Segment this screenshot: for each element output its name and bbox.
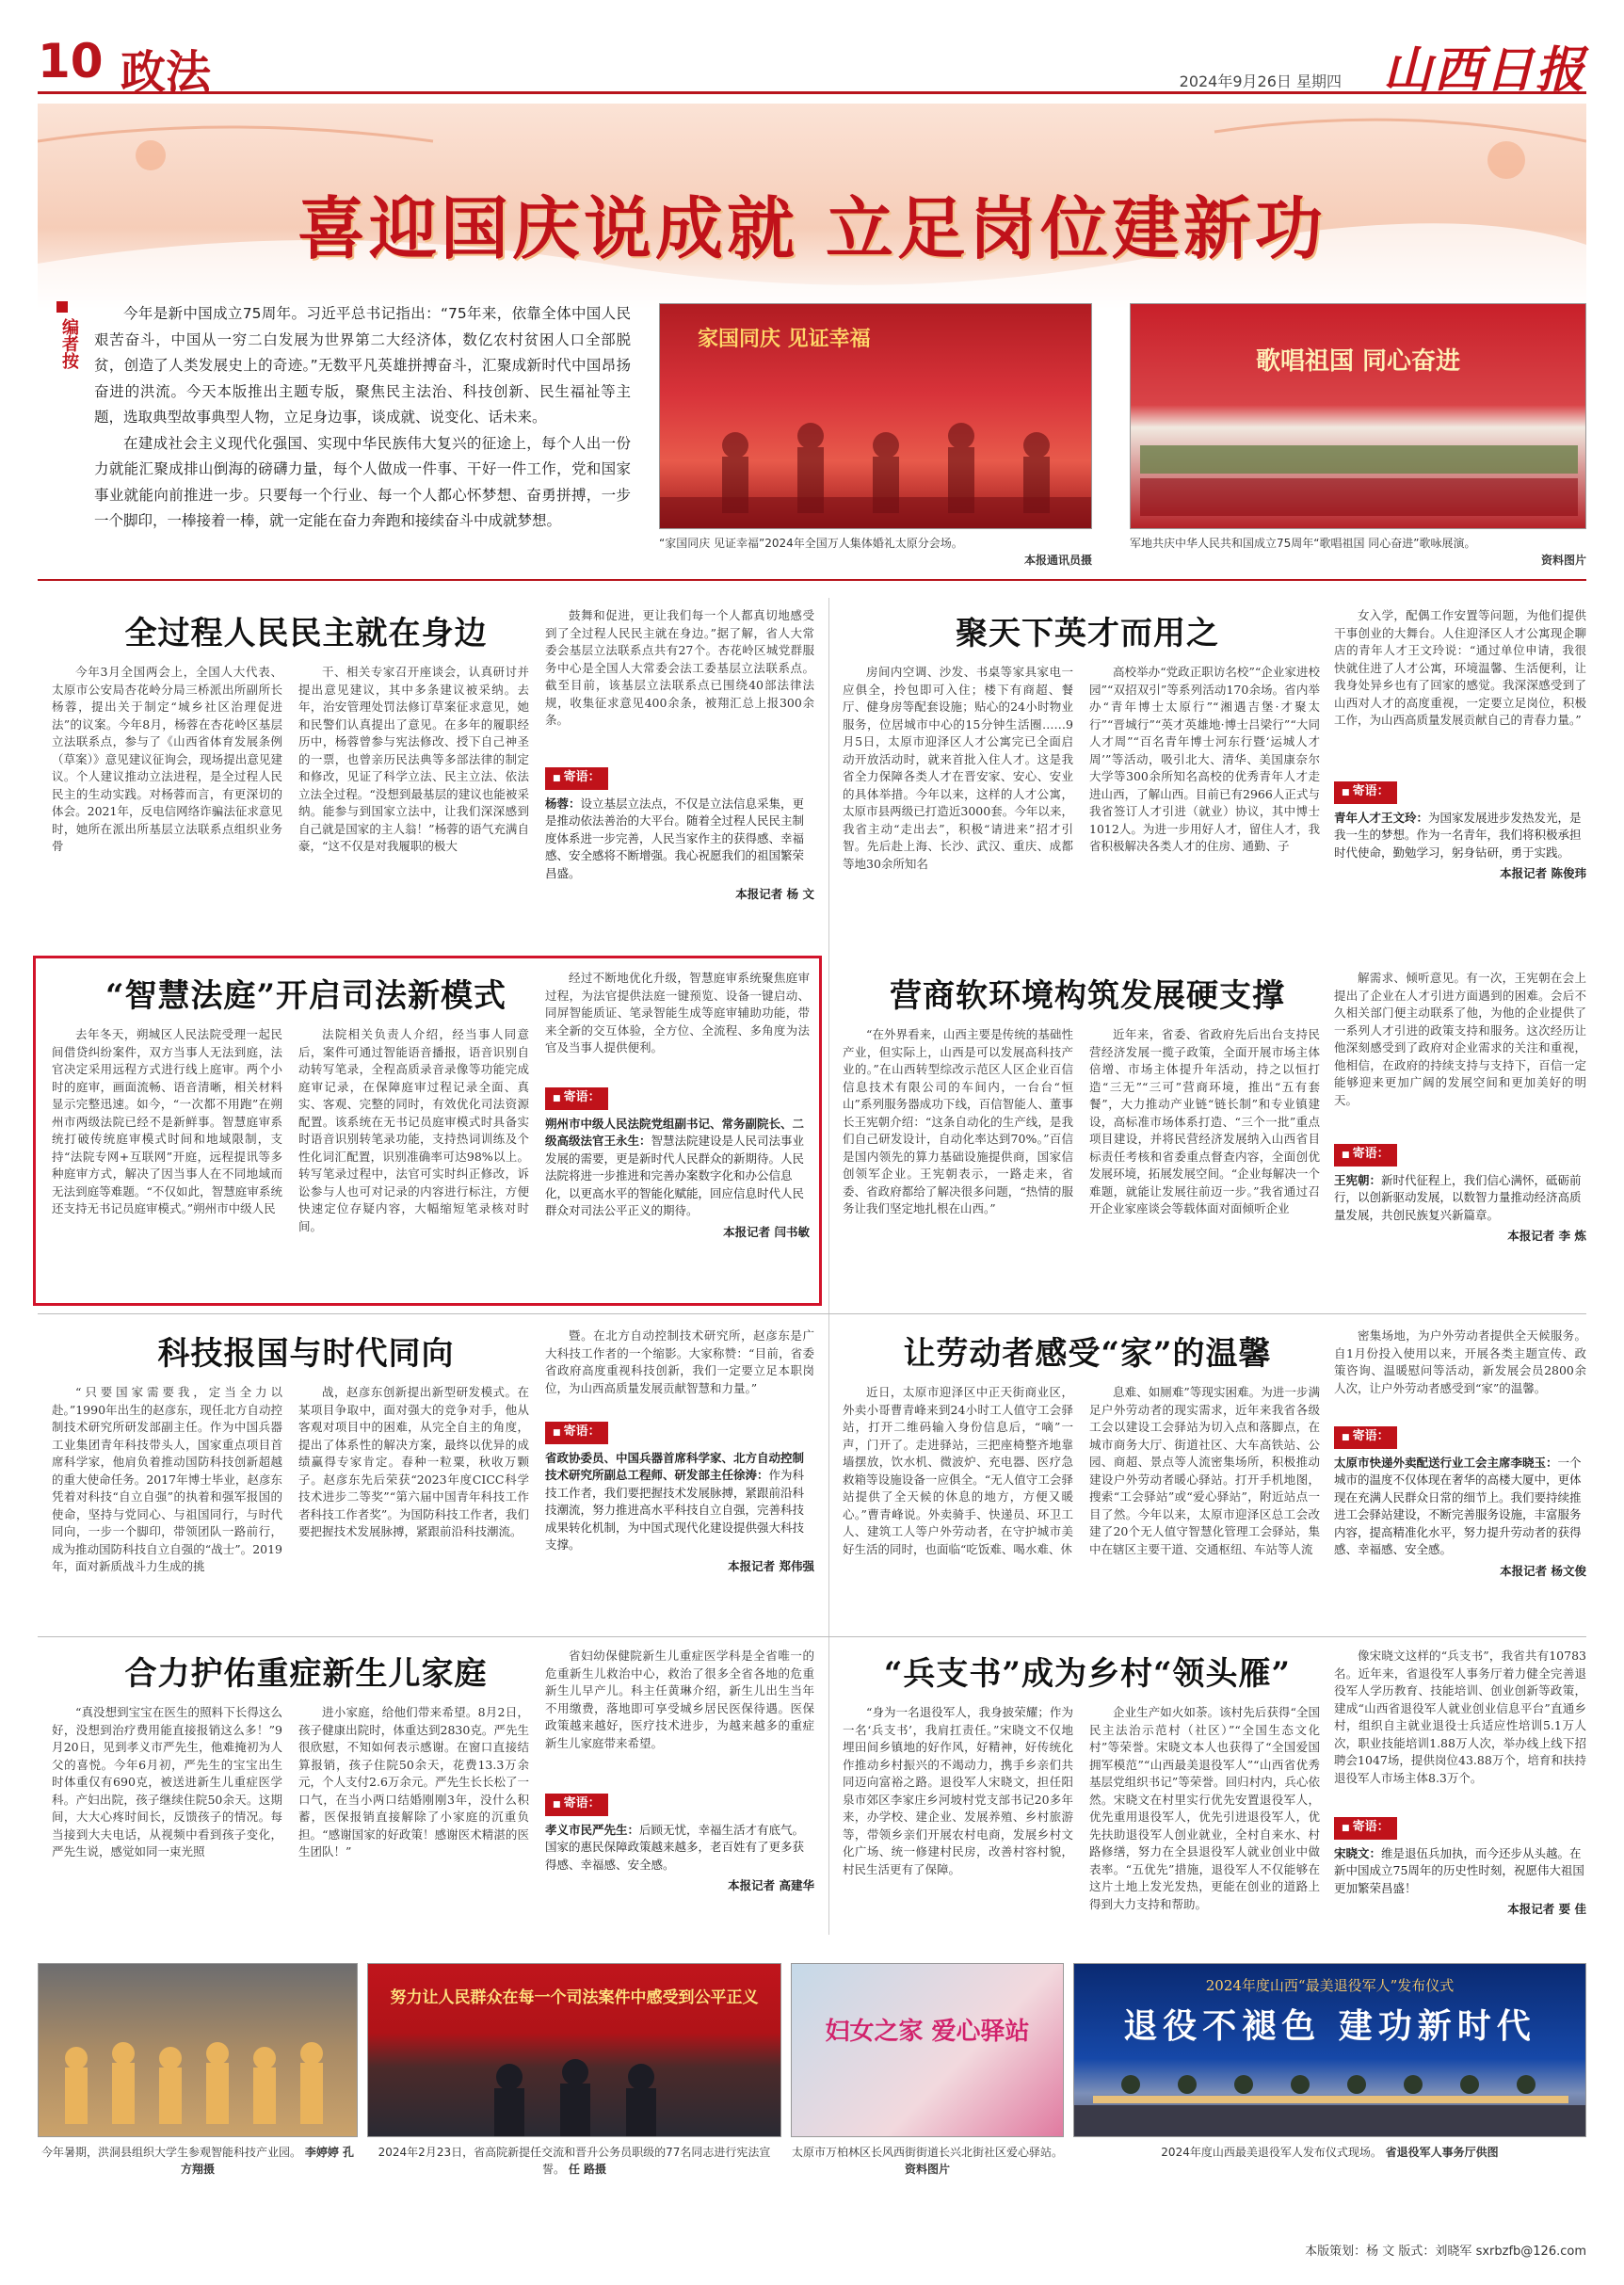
wish-heading: ■ 寄语： [1334, 781, 1397, 804]
wish-heading: ■ 寄语： [545, 1087, 608, 1110]
bottom-photo-band [38, 1963, 1586, 2198]
article-title: 合力护佑重症新生儿家庭 [124, 1655, 488, 1693]
wish-author: 杨蓉： [545, 796, 581, 811]
issue-date: 2024年9月26日 星期四 [1179, 72, 1342, 90]
wish-text: 后顾无忧，幸福生活才有底气。国家的惠民保障政策越来越多，老百姓有了更多获得感、幸福感、安全感。 [545, 1822, 805, 1872]
article-text: 息难、如厕难”等现实困难。为进一步满足户外劳动者的现实需求，近年来我省各级工会以建设工会驿站为切入点和落脚点，在城市商务大厅、街道社区、大车高铁站、公园、商超、景点等人流密集场所，积极推动建设户外劳动者暖心驿站。打开手机地图，搜索“工会驿站”或“爱心驿站”，附近站点一目了然。今年以来，太原市迎泽区总工会改建了20个无人值守智慧化管理工会驿站，集中在辖区主要干道、交通枢纽、车站等人流 [1089, 1385, 1320, 1556]
wish-box [545, 1087, 810, 1295]
wish-box [545, 1422, 814, 1615]
article-column [52, 1026, 282, 1295]
editor-note-paragraph: 在建成社会主义现代化强国、实现中华民族伟大复兴的征途上，每个人出一份力就能汇聚成排山倒海的磅礴力量，每个人做成一件事、干好一件工作，党和国家事业就能向前推进一步。只要每一个行业、每一个人都心怀梦想、奋勇拼搏，一步一个脚印，一棒接着一棒，就一定能在奋力奔跑和接续奋斗中成就梦想。 [94, 434, 631, 529]
article-text: 战，赵彦东创新提出新型研发模式。在某项目争取中，面对强大的竞争对手，他从客观对项目中的困难，从完全自主的角度，提出了体系性的解决方案，最终以优异的成绩赢得专家肯定。春种一粒粟，秋收万颗子。赵彦东先后荣获“2023年度CICC科学技术进步二等奖”“第六届中国青年科技工作者科技工作者奖”。为国防科技工作者，我们要把握技术发展脉搏，紧跟前沿科技潮流。 [298, 1385, 529, 1538]
article-text: 女入学，配偶工作安置等问题，为他们提供干事创业的大舞台。人住迎泽区人才公寓现企聊店的青年人才王文玲说：“通过单位申请，我很快就住进了人才公寓，环境温馨、生活便利，让我身处异乡也有了回家的感觉。我深深感受到了山西对人才的高度重视，一定要立足岗位，积极工作，为山西高质量发展贡献自己的青春力量。” [1334, 608, 1586, 727]
wish-text: 维是退伍兵加执，而今还步从头越。在新中国成立75周年的历史性时刻，祝愿伟大祖国更加繁荣昌盛！ [1334, 1845, 1584, 1895]
caption-text: 军地共庆中华人民共和国成立75周年“歌唱祖国 同心奋进”歌咏展演。 [1130, 537, 1476, 550]
article-column [1089, 1026, 1320, 1295]
wish-author: 青年人才王文玲： [1334, 810, 1429, 825]
article-column [1334, 607, 1586, 772]
photo-wedding [659, 303, 1092, 529]
photo-caption [367, 2144, 781, 2178]
editor-note [56, 301, 631, 565]
article-text: 省妇幼保健院新生儿重症医学科是全省唯一的危重新生儿救治中心，救治了很多全省各地的危重新生儿早产儿。科主任黄琳介绍，新生儿出生当年不用缴费，落地即可享受城乡居民医保待遇。医保政策越来越好，医疗技术进步，为越来越多的重症新生儿家庭带来希望。 [545, 1649, 814, 1750]
photo-inner-text: 歌唱祖国 同心奋进 [1255, 347, 1461, 376]
photo-inner-text: 妇女之家 爱心驿站 [825, 2018, 1030, 2046]
article-text: 近年来，省委、省政府先后出台支持民营经济发展一揽子政策，全面开展市场主体倍增、市场主体提升年活动，持之以恒打造“三无”“三可”营商环境，推出“五有套餐”，大力推动产业链“链长制”和专业镇建设，高标准市场体系打造、“三个一批”重点项目建设，并将民营经济发展纳入山西省目标责任考核和省委重点督查内容，全面创优发展环境，拓展发展空间。“企业每解决一个难题，就能让发展往前迈一步。”我省通过召开企业家座谈会等载体面对面倾听企业 [1089, 1027, 1320, 1215]
article-text: “只要国家需要我，定当全力以赴。”1990年出生的赵彦东，现任北方自动控制技术研究所研发部副主任。作为中国兵器工业集团青年科技带头人，国家重点项目首席科学家，他肩负着推动国防科技创新超越的重大使命任务。2017年博士毕业，赵彦东凭着对科技“自立自强”的执着和强军报国的使命，坚持与党同心、与祖国同行，与时代同向，一步一个脚印，带领团队一路前行，成为推动国防科技自立自强的“战士”。2019年，面对新质战斗力生成的挑 [52, 1385, 282, 1573]
photo-credit: 李婷婷 孔方翔摄 [180, 2146, 355, 2176]
wish-author: 太原市快递外卖配送行业工会主席李晓玉： [1334, 1455, 1558, 1470]
article-column [843, 1384, 1073, 1615]
article-column [843, 1026, 1073, 1295]
article-column [52, 1384, 282, 1615]
article-talent [843, 607, 1586, 932]
article-column [1334, 1648, 1586, 1812]
caption-text: 太原市万柏林区长风西街街道长兴北街社区爱心驿站。 [791, 2146, 1063, 2159]
wish-box [1334, 1817, 1586, 1935]
wish-author: 省政协委员、中国兵器首席科学家、北方自动控制技术研究所副总工程师、研发部主任徐涛： [545, 1450, 805, 1482]
wish-text: 新时代征程上，我们信心满怀，砥砺前行，以创新驱动发展，以数智力量推动经济高质量发展，共创民族复兴新篇章。 [1334, 1172, 1582, 1222]
photo-caption [1130, 535, 1586, 569]
article-column [545, 607, 814, 758]
editor-note-tag [56, 301, 77, 377]
photo-credit: 任 路摄 [568, 2163, 607, 2176]
article-text: “身为一名退役军人，我身披荣耀；作为一名‘兵支书’，我肩扛责任。”宋晓文不仅地埋田间乡镇地的好作风，好精神，好传统化作推动乡村振兴的不竭动力，携手乡亲们共同迈向富裕之路。退役军人宋晓文，担任阳泉市郊区李家庄乡河坡村党支部书记20多年来，办学校、建企业、发展养殖、乡村旅游等，带领乡亲们开展农村电商，发展乡村文化广场、统一修建村民房，改善村容村貌，村民生活更有了保障。 [843, 1705, 1073, 1876]
photo-station [791, 1963, 1064, 2137]
wish-box [1334, 1426, 1586, 1615]
reporter-byline: 本报记者 闫书敏 [723, 1224, 810, 1239]
wish-heading: ■ 寄语： [545, 1794, 608, 1816]
article-text: 密集场地，为户外劳动者提供全天候服务。自1月份投入使用以来，开展各类主题宣传、政策咨询、温暖慰问等活动，新发展会员2800余人次，让户外劳动者感受到“家”的温馨。 [1334, 1328, 1586, 1395]
article-title: 科技报国与时代同向 [157, 1335, 455, 1373]
photo-caption [38, 2144, 358, 2178]
section-name: 政法 [121, 46, 212, 99]
students-silhouette [39, 1964, 358, 2137]
article-title: 营商软环境构筑发展硬支撑 [890, 977, 1285, 1015]
reporter-byline: 本报记者 李 炼 [1507, 1229, 1586, 1243]
wish-box [1334, 781, 1586, 932]
wish-text: 智慧法院建设是人民司法事业发展的需要，更是新时代人民群众的新期待。人民法院将进一步推进和完善办案数字化和办公信息化，以更高水平的智能化赋能，回应信息时代人民群众对司法公平正义的期待。 [545, 1134, 805, 1217]
wish-text: 一个城市的温度不仅体现在奢华的高楼大厦中，更体现在充满人民群众日常的细节上。我们要持续推进工会驿站建设，不断完善服务设施，丰富服务内容，提高精准化水平，努力提升劳动者的获得感、幸福感、安全感。 [1334, 1455, 1582, 1556]
article-title: “智慧法庭”开启司法新模式 [105, 977, 507, 1015]
caption-text: “家国同庆 见证幸福”2024年全国万人集体婚礼太原分会场。 [659, 537, 963, 550]
photo-inner-text: 家国同庆 见证幸福 [698, 327, 871, 351]
article-text: “在外界看来，山西主要是传统的基础性产业，但实际上，山西是可以发展高科技产业的。”在山西转型综改示范区人区企业百信信息技术有限公司的车间内，一台台“恒山”系列服务器成功下线，百信智能人、董事长王宪朝介绍：“这条自动化的生产线，是我们自己研发设计，自动化率达到70%。”百信是国内领先的算力基础设施提供商，国家信创领军企业。王宪朝表示，一路走来，省委、省政府都给了解决很多问题，“热情的服务让我们坚定地扎根在山西。” [843, 1027, 1073, 1215]
article-tech [52, 1328, 814, 1615]
theme-banner [38, 104, 1586, 311]
wish-author: 朔州市中级人民法院党组副书记、常务副院长、二级高级法官王永生： [545, 1116, 805, 1148]
article-text: 暨。在北方自动控制技术研究所，赵彦东是广大科技工作者的一个缩影。大家称赞：“目前，省委省政府高度重视科技创新，我们一定要立足本职岗位，为山西高质量发展贡献智慧和力量。” [545, 1328, 814, 1395]
article-workers [843, 1328, 1586, 1615]
article-column [298, 1384, 529, 1615]
wish-author: 宋晓文： [1334, 1845, 1382, 1860]
crowd-silhouette [660, 304, 1092, 529]
article-text: 干、相关专家召开座谈会，认真研讨并提出意见建议，其中多条建议被采纳。去年，治安管理处罚法修订草案征求意见，她和民警们认真提出了意见。在多年的履职经历中，杨蓉曾参与宪法修改、授下自己神圣的一票，也曾亲历民法典等多部法律的制定和修改，见证了科学立法、民主立法、依法立法全过程。“没想到最基层的建议也能被采纳。能参与到国家立法中，让我们深深感到自己就是国家的主人翁！”杨蓉的语气充满自豪，“这不仅是对我履职的极大 [298, 665, 529, 853]
article-column [1089, 664, 1320, 932]
reporter-byline: 本报记者 高建华 [728, 1878, 814, 1892]
article-column [545, 1328, 814, 1417]
photo-caption [659, 535, 1092, 569]
article-title: 聚天下英才而用之 [956, 615, 1219, 652]
editor-note-label: 编者按 [59, 318, 79, 369]
article-democracy [52, 607, 814, 932]
article-text: 进小家庭，给他们带来希望。8月2日，孩子健康出院时，体重达到2830克。严先生很欣慰，不知如何表示感谢。在窗口直接结算报销，孩子住院50余天，花费13.3万余元，个人支付2.6万余元。严先生长长松了一口气，在当小两口结婚刚刚3年，没什么积蓄，医保报销直接解除了小家庭的沉重负担。“感谢国家的好政策！感谢医术精湛的医生团队！” [298, 1705, 529, 1859]
article-column [843, 1704, 1073, 1935]
veterans-silhouette [1074, 1964, 1586, 2137]
photo-inner-subtitle: 2024年度山西“最美退役军人”发布仪式 [1205, 1977, 1455, 1994]
photo-caption [791, 2144, 1064, 2178]
wish-author: 王宪朝： [1334, 1172, 1382, 1187]
article-column [298, 1704, 529, 1935]
photo-inner-text: 退役不褪色 建功新时代 [1123, 2006, 1536, 2046]
photo-students [38, 1963, 358, 2137]
article-newborn [52, 1648, 814, 1935]
reporter-byline: 本报记者 杨 文 [735, 887, 814, 901]
photo-credit: 资料图片 [1540, 554, 1586, 567]
article-column [545, 970, 810, 1081]
article-text: 企业生产如火如荼。该村先后获得“全国民主法治示范村（社区）”“全国生态文化村”等荣誉。宋晓文本人也获得了“全国爱国拥军模范”“山西最美退役军人”“山西省优秀基层党组织书记”等荣誉。回归村内，兵心依然。宋晓文在村里实行优先安置退役军人，优先重用退役军人，优先引进退役军人，优先扶助退役军人创业就业，全村自来水、村路修缮，努力在全县退役军人就业创业中做表率。“五优先”措施，退役军人不仅能够在这片土地上发光发热，更能在创业的道路上得到大力支持和帮助。 [1089, 1705, 1320, 1911]
photo-choir [1130, 303, 1586, 529]
wish-heading: ■ 寄语： [1334, 1817, 1397, 1840]
article-title: 让劳动者感受“家”的温馨 [903, 1335, 1272, 1373]
photo-oath [367, 1963, 781, 2137]
article-veteran [843, 1648, 1586, 1935]
reporter-byline: 本报记者 要 佳 [1507, 1902, 1586, 1916]
photo-credit: 省退役军人事务厅供图 [1385, 2146, 1499, 2159]
article-column [298, 1026, 529, 1295]
article-text: 近日，太原市迎泽区中正天街商业区，外卖小哥曹青峰来到24小时工人值守工会驿站，打开二维码输入身份信息后，“嘀”一声，门开了。走进驿站，三把座椅整齐地靠墙摆放，饮水机、微波炉、充电器、医疗急救箱等设施设备一应俱全。“无人值守工会驿站提供了全天候的休息的地方，方便又暖心。”曹青峰说。外卖骑手、快递员、环卫工人、建筑工人等户外劳动者，在守护城市美好生活的同时，也面临“吃饭难、喝水难、休 [843, 1385, 1073, 1556]
article-column [52, 664, 282, 932]
article-column [843, 664, 1073, 932]
editor-note-paragraph: 今年是新中国成立75周年。习近平总书记指出：“75年来，依靠全体中国人民艰苦奋斗，中国从一穷二白发展为世界第二大经济体，数亿农村贫困人口全部脱贫，创造了人类发展史上的奇迹。”无数平凡英雄拼搏奋斗，汇聚成新时代中国昂扬奋进的洪流。今天本版推出主题专版，聚焦民主法治、科技创新、民生福祉等主题，选取典型故事典型人物，立足身边事，谈成就、说变化、话未来。 [94, 305, 631, 426]
caption-text: 2024年度山西最美退役军人发布仪式现场。 [1161, 2146, 1382, 2159]
divider [38, 1313, 1586, 1314]
photo-credit: 资料图片 [904, 2163, 950, 2176]
article-column [1089, 1704, 1320, 1935]
article-column [298, 664, 529, 932]
banner-title: 喜迎国庆说成就 立足岗位建新功 [297, 188, 1327, 268]
newspaper-logo: 山西日报 [1382, 41, 1586, 99]
divider [38, 579, 1586, 581]
divider [38, 1636, 1586, 1637]
article-title: 全过程人民民主就在身边 [124, 615, 488, 652]
oath-silhouette [368, 1964, 781, 2137]
article-smart-court [52, 970, 810, 1295]
photo-veterans [1073, 1963, 1586, 2137]
photo-caption [1073, 2144, 1586, 2161]
page-footer: 本版策划：杨 文 版式：刘晓军 sxrbzfb@126.com [1305, 2245, 1586, 2259]
article-text: 高校举办“党政正职访名校”“企业家进校园”“双招双引”等系列活动170余场。省内举办“青年博士太原行”“湘遇吉堡·才聚太行”“晋城行”“英才英雄地·博士吕梁行”“大同人才周”“百名青年博士河东行暨‘运城人才周’”等活动，吸引北大、清华、美国康奈尔大学等300余所知名高校的优秀青年人才走进山西，了解山西。目前已有2966人正式与我省签订人才引进（就业）协议，其中博士1012人。为进一步用好人才，留住人才，我省积极解决各类人才的住房、通勤、子 [1089, 665, 1320, 853]
article-text: 法院相关负责人介绍，经当事人同意后，案件可通过智能语音播报，语音识别自动转写笔录，全程高质录音录像等功能完成庭审记录，在保障庭审过程记录全面、真实、客观、完整的同时，有效优化司法资源配置。该系统在无书记员庭审模式时具备实时语音识别转笔录功能，支持热词训练及个性化词汇配置，识别准确率可达98%以上。转写笔录过程中，法官可实时纠正修改，诉讼参与人也可对记录的内容进行标注，方便快速定位存疑内容，大幅缩短笔录核对时间。 [298, 1027, 529, 1233]
article-column [1334, 970, 1586, 1134]
article-business [843, 970, 1586, 1295]
reporter-byline: 本报记者 陈俊玮 [1500, 866, 1586, 880]
article-column [52, 1704, 282, 1935]
article-text: “真没想到宝宝在医生的照料下长得这么好，没想到治疗费用能直接报销这么多！”9月20日，见到孝义市严先生，他难掩初为人父的喜悦。今年6月初，严先生的宝宝出生时体重仅有690克，被送进新生儿重症医学科。产妇出院，孩子继续住院50余天。这期间，大大心疼时间长，反馈孩子的情况。每当接到大夫电话，从视频中看到孩子变化，严先生说，感觉如同一束光照 [52, 1705, 282, 1859]
article-text: 像宋晓文这样的“兵支书”，我省共有10783名。近年来，省退役军人事务厅着力健全完善退役军人学历教育、技能培训、创业创新等政策，建成“山西省退役军人就业创业信息平台”直通乡村，组织自主就业退役士兵适应性培训5.1万人次，职业技能培训1.88万人次，举办线上线下招聘会1047场，提供岗位43.88万个，培育和扶持退役军人市场主体8.3万个。 [1334, 1649, 1586, 1785]
reporter-byline: 本报记者 杨文俊 [1500, 1563, 1586, 1578]
article-title: “兵支书”成为乡村“领头雁” [883, 1655, 1292, 1693]
wish-box [1334, 1144, 1586, 1295]
editor-note-text [94, 301, 631, 535]
article-text: 房间内空调、沙发、书桌等家具家电一应俱全，拎包即可入住；楼下有商超、餐厅、健身房等配套设施；贴心的24小时物业服务，位居城市中心的15分钟生活圈……9月5日，太原市迎泽区人才公寓完已全面启动开放活动时，就来首批入住人才。这是我省全力保障各类人才在晋安家、安心、安业的具体举措。今年以来，这样的人才公寓，太原市县两级已打造近3000套。今年以来，我省主动“走出去”，积极“请进来”招才引智。先后赴上海、长沙、武汉、重庆、成都等地30余所知名 [843, 665, 1073, 871]
photo-credit: 本报通讯员摄 [1023, 554, 1092, 567]
wish-heading: ■ 寄语： [545, 1422, 608, 1444]
article-text: 去年冬天，朔城区人民法院受理一起民间借贷纠纷案件，双方当事人无法到庭，法官决定采用远程方式进行线上庭审。两个小时的庭审，画面流畅、语音清晰，相关材料显示完整迅速。如今，“一次都不用跑”在朔州市两级法院已经不是新鲜事。智慧庭审系统打破传统庭审模式时间和地域限制，支持“法院专网+互联网”开庭，远程提讯等多种庭审方式，解决了因当事人在不同地域而无法到庭等难题。“不仅如此，智慧庭审系统还支持无书记员庭审模式。”朔州市中级人民 [52, 1027, 282, 1215]
article-column [1089, 1384, 1320, 1615]
article-text: 解需求、倾听意见。有一次，王宪朝在会上提出了企业在人才引进方面遇到的困难。会后不久相关部门便主动联系了他，为他的企业提供了一系列人才引进的政策支持和服务。这次经历让他深刻感受到了政府对企业需求的关注和重视，他相信，在政府的持续支持与支持下，百信一定能够迎来更加广阔的发展空间和更加美好的明天。 [1334, 971, 1586, 1107]
reporter-byline: 本报记者 郑伟强 [728, 1558, 814, 1573]
page-number: 10 [38, 34, 104, 89]
wish-box [545, 767, 814, 932]
caption-text: 2024年2月23日，省高院新提任交流和晋升公务员职级的77名同志进行宪法宣誓。 [378, 2146, 771, 2176]
page-header [38, 28, 1586, 99]
caption-text: 今年暑期，洪洞县组织大学生参观智能科技产业园。 [40, 2146, 301, 2159]
wish-box [545, 1794, 814, 1935]
column-divider [828, 598, 829, 1935]
wish-author: 孝义市民严先生： [545, 1822, 640, 1837]
article-text: 今年3月全国两会上，全国人大代表、太原市公安局杏花岭分局三桥派出所副所长杨蓉，提出关于制定“城乡社区治理促进法”的议案。今年8月，杨蓉在杏花岭区基层立法联系点，参与了《山西省体育发展条例（草案）》意见建议征询会，现场提出意见建议。个人建议推动立法进程，是全过程人民民主的生动实践。对杨蓉而言，有更深切的体会。2021年，反电信网络诈骗法征求意见时，她所在派出所基层立法联系点组织业务骨 [52, 665, 282, 853]
wish-heading: ■ 寄语： [1334, 1426, 1397, 1449]
wish-text: 设立基层立法点，不仅是立法信息采集，更是推动依法善治的大平台。随着全过程人民民主制度体系进一步完善，人民当家作主的获得感、幸福感、安全感将不断增强。我心祝愿我们的祖国繁荣昌盛。 [545, 796, 805, 880]
wish-heading: ■ 寄语： [545, 767, 608, 790]
article-column [545, 1648, 814, 1789]
choir-silhouette [1131, 304, 1586, 529]
wish-text: 作为科技工作者，我们要把握技术发展脉搏，紧跟前沿科技潮流，努力推进高水平科技自立自强，完善科技成果转化机制，为中国式现代化建设提供强大科技支撑。 [545, 1468, 805, 1552]
wish-text: 为国家发展进步发热发光，是我一生的梦想。作为一名青年，我们将积极承担时代使命，勤勉学习，躬身钻研，勇于实践。 [1334, 810, 1582, 860]
article-column [1334, 1328, 1586, 1422]
article-text: 经过不断地优化升级，智慧庭审系统聚焦庭审过程，为法官提供法庭一键预览、设备一键启动、同屏智能质证、笔录智能生成等庭审辅助功能，带来全新的交互体验，全方位、全流程、多角度为法官及当事人提供便利。 [545, 971, 810, 1054]
wish-heading: ■ 寄语： [1334, 1144, 1397, 1167]
article-text: 鼓舞和促进，更让我们每一个人都真切地感受到了全过程人民民主就在身边。”据了解，省人大常委会基层立法联系点共有27个。杏花岭区城党群服务中心是全国人大常委会法工委基层立法联系点。截至目前，该基层立法联系点已围绕40部法律法规，收集征求意见400余条，被翔汇总上报300余条。 [545, 608, 814, 727]
photo-inner-text: 努力让人民群众在每一个司法案件中感受到公平正义 [390, 1988, 759, 2007]
